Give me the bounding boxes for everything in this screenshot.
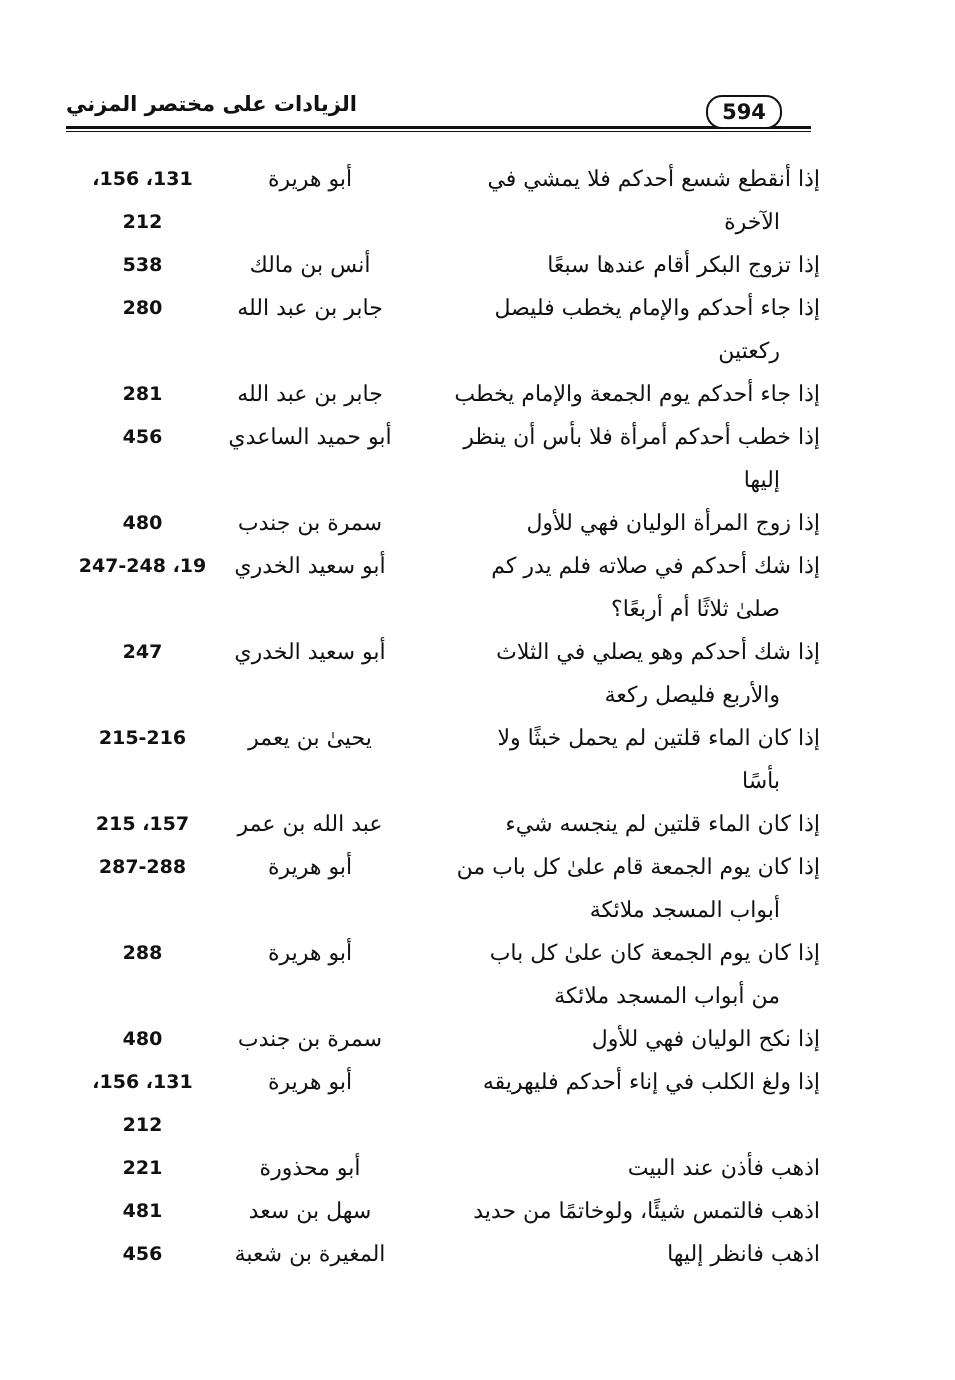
hadith-text-line: إليها <box>743 468 780 493</box>
narrator-name: أبو سعيد الخدري <box>234 640 386 665</box>
hadith-text <box>440 373 820 416</box>
page-ref-line: 157، 215 <box>95 813 190 835</box>
narrator-name: يحيىٰ بن يعمر <box>248 726 372 751</box>
narrator-name: جابر بن عبد الله <box>237 296 383 321</box>
hadith-text-line: اذهب فالتمس شيئًا، ولوخاتمًا من حديد <box>473 1199 820 1224</box>
page-refs <box>60 1061 225 1147</box>
narrator-name: أبو سعيد الخدري <box>234 554 386 579</box>
index-row <box>60 1190 820 1233</box>
narrator-name: أبو هريرة <box>267 941 353 966</box>
hadith-text-line: إذا كان يوم الجمعة قام علىٰ كل باب من <box>456 855 820 880</box>
index-row <box>60 1147 820 1190</box>
page-header <box>66 92 811 134</box>
page-number: 594 <box>706 95 782 129</box>
hadith-text-line: إذا كان الماء قلتين لم ينجسه شيء <box>505 812 820 837</box>
hadith-text <box>440 545 820 631</box>
hadith-text <box>440 416 820 502</box>
header-rule-thin <box>66 131 811 132</box>
hadith-text-line: الآخرة <box>724 210 780 235</box>
hadith-index-table <box>60 158 820 1276</box>
page-ref-line: 131، 156، <box>92 168 193 190</box>
index-row <box>60 545 820 631</box>
narrator-name: أبو هريرة <box>267 167 353 192</box>
page-ref-line: 212 <box>122 1114 163 1136</box>
hadith-text-line: اذهب فأذن عند البيت <box>627 1156 820 1181</box>
hadith-text <box>440 846 820 932</box>
page-ref-line: 19، 247-248 <box>78 555 207 577</box>
index-row <box>60 803 820 846</box>
page-refs <box>60 803 225 846</box>
page-ref-line: 481 <box>122 1200 163 1222</box>
page-refs <box>60 846 225 889</box>
index-row <box>60 158 820 244</box>
narrator-name: أبو حميد الساعدي <box>228 425 392 450</box>
hadith-text-line: إذا كان يوم الجمعة كان علىٰ كل باب <box>489 941 820 966</box>
hadith-text-line: إذا شك أحدكم في صلاته فلم يدر كم <box>491 554 820 579</box>
index-row <box>60 846 820 932</box>
hadith-text <box>440 158 820 244</box>
hadith-text-line: إذا جاء أحدكم يوم الجمعة والإمام يخطب <box>454 382 820 407</box>
hadith-text <box>440 1190 820 1233</box>
page-ref-line: 456 <box>122 426 163 448</box>
narrator-name: أبو هريرة <box>267 1070 353 1095</box>
page-refs <box>60 244 225 287</box>
index-row <box>60 1061 820 1147</box>
index-row <box>60 373 820 416</box>
hadith-text <box>440 1147 820 1190</box>
hadith-text-line: إذا زوج المرأة الوليان فهي للأول <box>526 511 820 536</box>
narrator-name: جابر بن عبد الله <box>237 382 383 407</box>
narrator-name: أبو هريرة <box>267 855 353 880</box>
hadith-text-line: بأسًا <box>742 769 780 794</box>
page-ref-line: 456 <box>122 1243 163 1265</box>
page-ref-line: 221 <box>122 1157 163 1179</box>
page-ref-line: 131، 156، <box>92 1071 193 1093</box>
hadith-text <box>440 287 820 373</box>
index-row <box>60 1233 820 1276</box>
hadith-text-line: إذا كان الماء قلتين لم يحمل خبثًا ولا <box>497 726 820 751</box>
index-row <box>60 932 820 1018</box>
page-refs <box>60 545 225 588</box>
narrator-name: سمرة بن جندب <box>237 1027 383 1052</box>
page-ref-line: 288 <box>122 942 163 964</box>
page-ref-line: 480 <box>122 1028 163 1050</box>
hadith-text <box>440 1018 820 1061</box>
index-row <box>60 717 820 803</box>
page-refs <box>60 932 225 975</box>
narrator-name: أبو محذورة <box>259 1156 361 1181</box>
hadith-text <box>440 717 820 803</box>
book-title: الزيادات على مختصر المزني <box>66 92 357 116</box>
page-refs <box>60 1018 225 1061</box>
hadith-text-line: من أبواب المسجد ملائكة <box>554 984 780 1009</box>
narrator-name: أنس بن مالك <box>249 253 371 278</box>
hadith-text-line: إذا نكح الوليان فهي للأول <box>591 1027 820 1052</box>
hadith-text-line: إذا تزوج البكر أقام عندها سبعًا <box>547 253 820 278</box>
hadith-text-line: صلىٰ ثلاثًا أم أربعًا؟ <box>611 597 780 622</box>
hadith-text-line: إذا أنقطع شسع أحدكم فلا يمشي في <box>487 167 820 192</box>
narrator-name: المغيرة بن شعبة <box>234 1242 386 1267</box>
hadith-text <box>440 502 820 545</box>
index-row <box>60 1018 820 1061</box>
hadith-text-line: إذا ولغ الكلب في إناء أحدكم فليهريقه <box>482 1070 820 1095</box>
hadith-text <box>440 1233 820 1276</box>
hadith-text-line: ركعتين <box>718 339 780 364</box>
narrator-name: سهل بن سعد <box>248 1199 372 1224</box>
narrator-name: سمرة بن جندب <box>237 511 383 536</box>
hadith-text <box>440 1061 820 1104</box>
hadith-text-line: والأربع فليصل ركعة <box>604 683 780 708</box>
page-refs <box>60 1190 225 1233</box>
page-refs <box>60 373 225 416</box>
hadith-text <box>440 932 820 1018</box>
index-row <box>60 287 820 373</box>
page-refs <box>60 717 225 760</box>
hadith-text-line: أبواب المسجد ملائكة <box>589 898 780 923</box>
index-row <box>60 416 820 502</box>
page-ref-line: 247 <box>122 641 163 663</box>
page-ref-line: 480 <box>122 512 163 534</box>
page-refs <box>60 416 225 459</box>
index-row <box>60 244 820 287</box>
hadith-text <box>440 803 820 846</box>
hadith-text <box>440 244 820 287</box>
page-refs <box>60 1147 225 1190</box>
hadith-text-line: إذا جاء أحدكم والإمام يخطب فليصل <box>494 296 820 321</box>
hadith-text-line: إذا خطب أحدكم أمرأة فلا بأس أن ينظر <box>463 425 820 450</box>
hadith-text-line: إذا شك أحدكم وهو يصلي في الثلاث <box>496 640 820 665</box>
header-rule <box>66 126 811 129</box>
page-ref-line: 212 <box>122 211 163 233</box>
hadith-text-line: اذهب فانظر إليها <box>667 1242 820 1267</box>
index-row <box>60 631 820 717</box>
page-refs <box>60 158 225 244</box>
page-refs <box>60 1233 225 1276</box>
page-refs <box>60 502 225 545</box>
page-ref-line: 280 <box>122 297 163 319</box>
page-ref-line: 281 <box>122 383 163 405</box>
page-ref-line: 538 <box>122 254 163 276</box>
narrator-name: عبد الله بن عمر <box>237 812 383 837</box>
page-refs <box>60 631 225 674</box>
hadith-text <box>440 631 820 717</box>
page-ref-line: 287-288 <box>98 856 187 878</box>
page-refs <box>60 287 225 330</box>
index-row <box>60 502 820 545</box>
page-ref-line: 215-216 <box>98 727 187 749</box>
